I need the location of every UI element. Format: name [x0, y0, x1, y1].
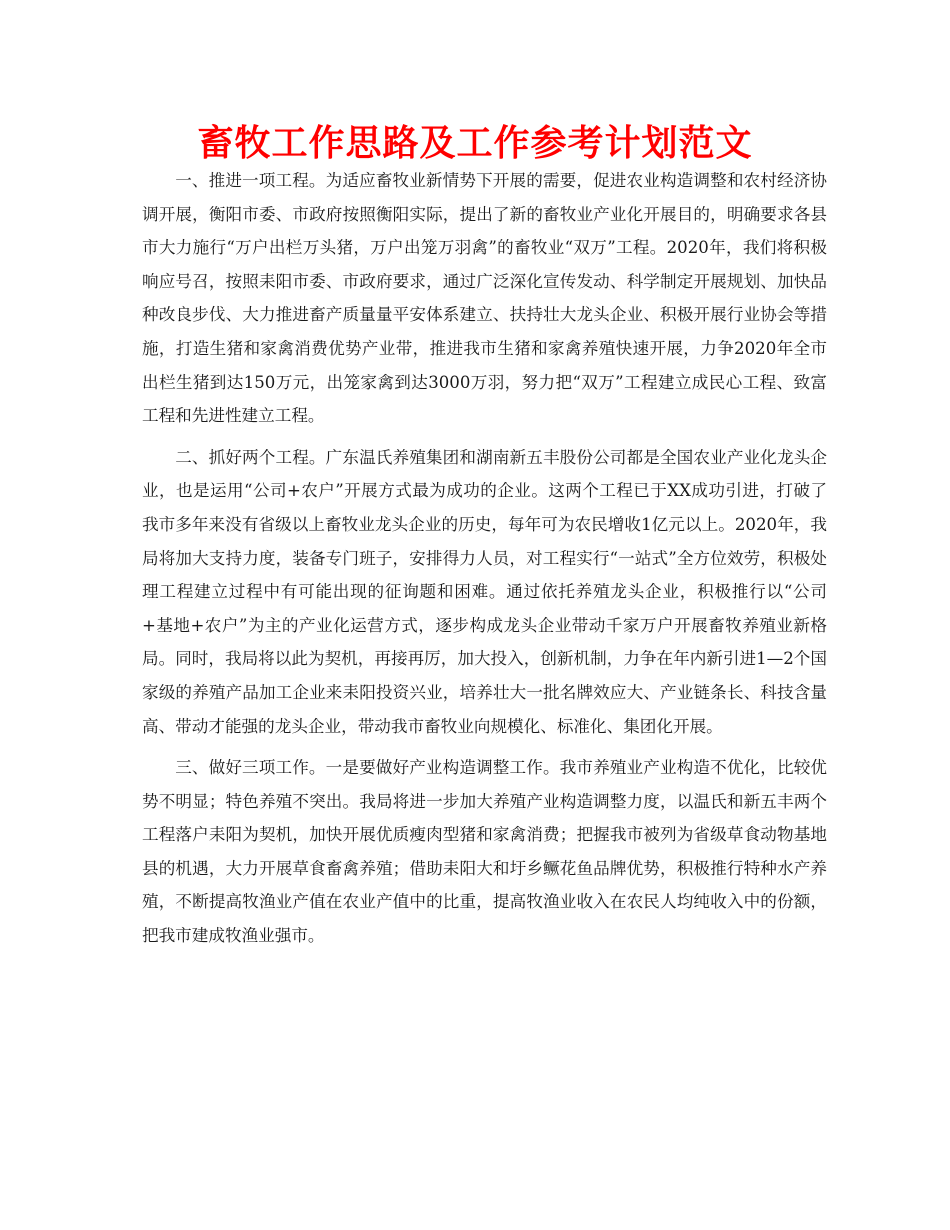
paragraph-2: 二、抓好两个工程。广东温氏养殖集团和湖南新五丰股份公司都是全国农业产业化龙头企业，也是运用“公司+农户”开展方式最为成功的企业。这两个工程已于XX成功引进，打破了我市多年来没有省级以上畜牧业龙头企业的历史，每年可为农民增收1亿元以上。2020年，我局将加大支持力度，装备专门班子，安排得力人员，对工程实行“一站式”全方位效劳，积极处理工程建立过程中有可能出现的征询题和困难。通过依托养殖龙头企业，积极推行以“公司+基地+农户”为主的产业化运营方式，逐步构成龙头企业带动千家万户开展畜牧养殖业新格局。同时，我局将以此为契机，再接再厉，加大投入，创新机制，力争在年内新引进1—2个国家级的养殖产品加工企业来耒阳投资兴业，培养壮大一批名牌效应大、产业链条长、科技含量高、带动才能强的龙头企业，带动我市畜牧业向规模化、标准化、集团化开展。 — [142, 447, 827, 736]
paragraph-1: 一、推进一项工程。为适应畜牧业新情势下开展的需要，促进农业构造调整和农村经济协调开展，衡阳市委、市政府按照衡阳实际，提出了新的畜牧业产业化开展目的，明确要求各县市大力施行“万户出栏万头猪，万户出笼万羽禽”的畜牧业“双万”工程。2020年，我们将积极响应号召，按照耒阳市委、市政府要求，通过广泛深化宣传发动、科学制定开展规划、加快品种改良步伐、大力推进畜产质量量平安体系建立、扶持壮大龙头企业、积极开展行业协会等措施，打造生猪和家禽消费优势产业带，推进我市生猪和家禽养殖快速开展，力争2020年全市出栏生猪到达150万元，出笼家禽到达3000万羽，努力把“双万”工程建立成民心工程、致富工程和先进性建立工程。 — [142, 171, 827, 426]
document-title: 畜牧工作思路及工作参考计划范文 — [197, 123, 753, 164]
paragraph-3: 三、做好三项工作。一是要做好产业构造调整工作。我市养殖业产业构造不优化，比较优势不明显；特色养殖不突出。我局将进一步加大养殖产业构造调整力度，以温氏和新五丰两个工程落户耒阳为契机，加快开展优质瘦肉型猪和家禽消费；把握我市被列为省级草食动物基地县的机遇，大力开展草食畜禽养殖；借助耒阳大和圩乡鳜花鱼品牌优势，积极推行特种水产养殖，不断提高牧渔业产值在农业产值中的比重，提高牧渔业收入在农民人均纯收入中的份额，把我市建成牧渔业强市。 — [142, 758, 827, 946]
document-body — [142, 164, 827, 961]
